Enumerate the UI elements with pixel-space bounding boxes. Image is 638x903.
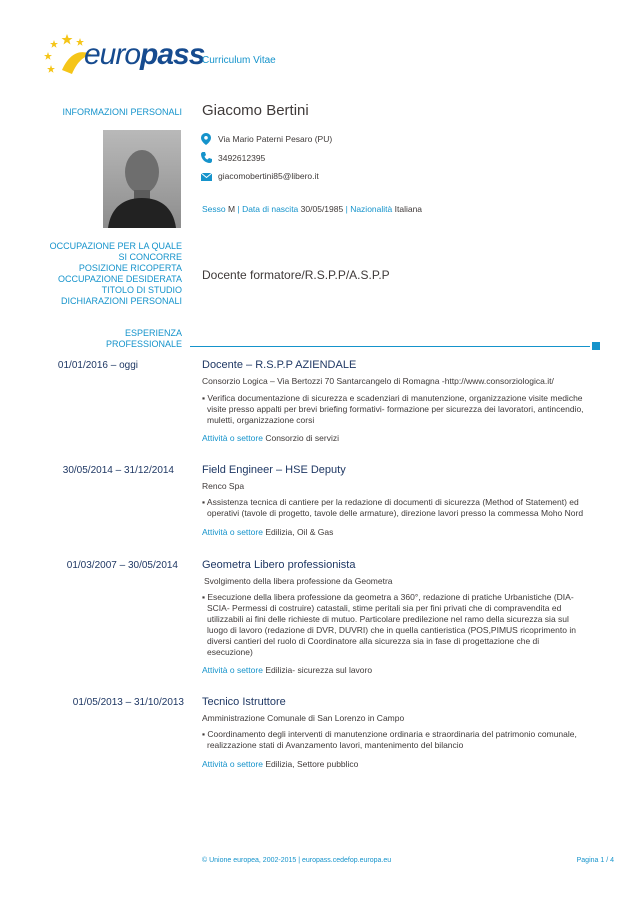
nationality-label: Nazionalità [350, 204, 393, 214]
experience-date: 01/05/2013 – 31/10/2013 [72, 697, 184, 708]
page-number: Pagina 1 / 4 [576, 857, 614, 864]
personal-info-label: INFORMAZIONI PERSONALI [62, 107, 182, 117]
experience-role: Field Engineer – HSE Deputy [202, 464, 346, 476]
experience-date: 01/03/2007 – 30/05/2014 [66, 560, 178, 571]
experience-bullet: ▪ Esecuzione della libera professione da geometra a 360°, redazione di pratiche Urbanistiche (DIA- SCIA- Permessi di costruire) catastali, stime peritali sia per fini privati che di compravendita ed utilizzabili ai fini delle richieste di mutuo. Particolare predilezione nel ramo della sicurezza sia sul luogo di lavoro (redazione di DVR, DUVRI) che in quella cantieristica (POS,PIMUS ricoprimento in diversi cantieri del ruolo di Coordinatore alla sicurezza sia in fase di progettazione che di esecuzione) [202, 592, 576, 657]
location-pin-icon [201, 133, 211, 145]
experience-employer: Svolgimento della libera professione da Geometra [204, 576, 393, 586]
section-divider-marker [592, 342, 600, 350]
occupation-value: Docente formatore/R.S.P.P/A.S.P.P [202, 268, 390, 282]
logo-euro-text: euro [84, 38, 141, 71]
experience-label: ESPERIENZA PROFESSIONALE [105, 328, 182, 349]
phone-text: 3492612395 [218, 153, 266, 163]
occupation-label: OCCUPAZIONE PER LA QUALE SI CONCORRE POSIZIONE RICOPERTA OCCUPAZIONE DESIDERATA TITOLO DI STUDIO DICHIARAZIONI PERSONALI [49, 241, 182, 306]
experience-date: 30/05/2014 – 31/12/2014 [62, 465, 174, 476]
experience-role: Geometra Libero professionista [202, 559, 356, 571]
experience-role: Tecnico Istruttore [202, 696, 286, 708]
experience-employer: Amministrazione Comunale di San Lorenzo in Campo [202, 713, 405, 723]
document-title: Curriculum Vitae [202, 55, 276, 66]
experience-bullet: ▪ Assistenza tecnica di cantiere per la redazione di documenti di sicurezza (Method of Statement) ed operativi (tavole di progetto, tavole delle armature), direzione lavori presso la commessa Moho Nord [202, 497, 584, 518]
section-divider [190, 346, 590, 347]
nationality-value: Italiana [394, 204, 423, 214]
experience-bullet: ▪ Verifica documentazione di sicurezza e scadenziari di manutenzione, organizzazione visite mediche visite presso appalti per brevi briefing formativi- formazione per sicurezza dei lavoratori, antincendio, muletti, organizzazione corsi [202, 393, 584, 425]
person-name: Giacomo Bertini [202, 102, 309, 119]
person-photo-icon [103, 130, 181, 228]
footer-copyright: © Unione europea, 2002-2015 | europass.cedefop.europa.eu [202, 857, 392, 864]
address-text: Via Mario Paterni Pesaro (PU) [218, 134, 333, 144]
experience-employer: Consorzio Logica – Via Bertozzi 70 Santarcangelo di Romagna -http://www.consorziologica.it/ [202, 376, 554, 386]
email-text[interactable]: giacomobertini85@libero.it [218, 171, 319, 181]
experience-date: 01/01/2016 – oggi [57, 360, 138, 371]
experience-sector: Attività o settore Edilizia- sicurezza sul lavoro [202, 665, 373, 675]
experience-sector: Attività o settore Consorzio di servizi [202, 433, 340, 443]
personal-details-line: Sesso M | Data di nascita 30/05/1985 | Nazionalità Italiana [202, 204, 423, 214]
logo-pass-text: pass [140, 38, 205, 71]
experience-sector: Attività o settore Edilizia, Oil & Gas [202, 527, 334, 537]
phone-icon [201, 152, 212, 163]
dob-value: 30/05/1985 [300, 204, 344, 214]
sex-value: M [228, 204, 236, 214]
profile-photo [103, 130, 181, 228]
dob-label: Data di nascita [242, 204, 299, 214]
experience-bullet: ▪ Coordinamento degli interventi di manutenzione ordinaria e straordinaria del patrimonio comunale, realizzazione stati di Avanzamento lavori, mantenimento del bilancio [202, 729, 577, 750]
experience-employer: Renco Spa [202, 481, 245, 491]
experience-role: Docente – R.S.P.P AZIENDALE [202, 359, 357, 371]
experience-sector: Attività o settore Edilizia, Settore pubblico [202, 759, 359, 769]
mail-icon [201, 173, 212, 181]
sex-label: Sesso [202, 204, 226, 214]
europass-logo [42, 30, 205, 80]
